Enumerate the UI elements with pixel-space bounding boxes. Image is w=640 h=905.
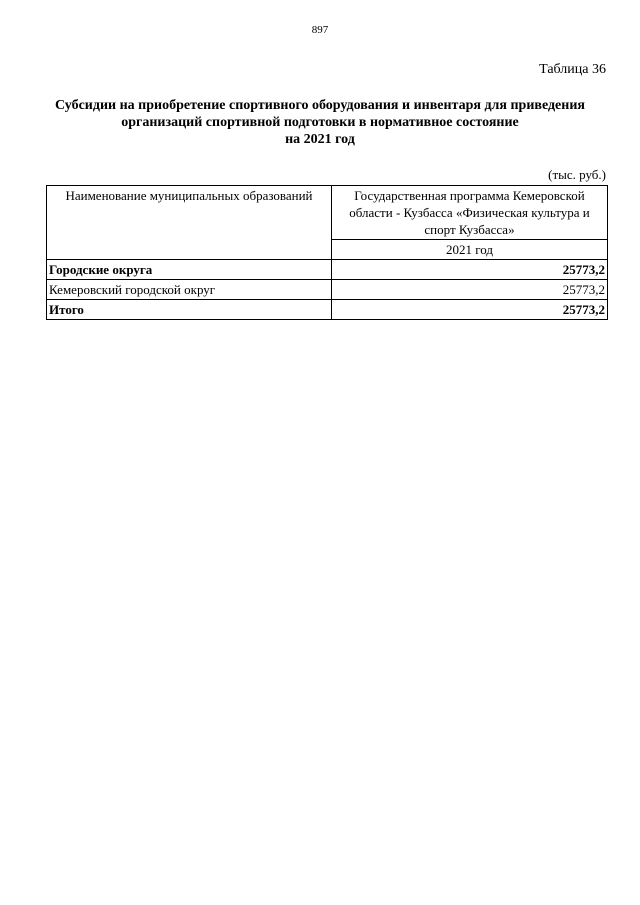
title-line-3: на 2021 год <box>285 132 355 147</box>
header-municipality: Наименование муниципальных образований <box>47 186 332 260</box>
table-row <box>47 260 608 280</box>
table-row <box>47 280 608 300</box>
row-name: Итого <box>47 300 332 320</box>
table-row-total <box>47 300 608 320</box>
title-line-2: организаций спортивной подготовки в нормативное состояние <box>121 115 519 130</box>
row-name: Кемеровский городской округ <box>47 280 332 300</box>
row-value: 25773,2 <box>332 300 608 320</box>
document-title <box>40 97 600 148</box>
header-year: 2021 год <box>332 240 608 260</box>
subsidy-table <box>46 185 608 320</box>
page-number: 897 <box>311 24 329 36</box>
row-name: Городские округа <box>47 260 332 280</box>
row-value: 25773,2 <box>332 280 608 300</box>
header-program: Государственная программа Кемеровской области - Кузбасса «Физическая культура и спорт Кузбасса» <box>332 186 608 240</box>
title-line-1: Субсидии на приобретение спортивного оборудования и инвентаря для приведения <box>55 98 585 113</box>
table-label: Таблица 36 <box>539 62 606 77</box>
unit-label: (тыс. руб.) <box>548 167 606 182</box>
row-value: 25773,2 <box>332 260 608 280</box>
